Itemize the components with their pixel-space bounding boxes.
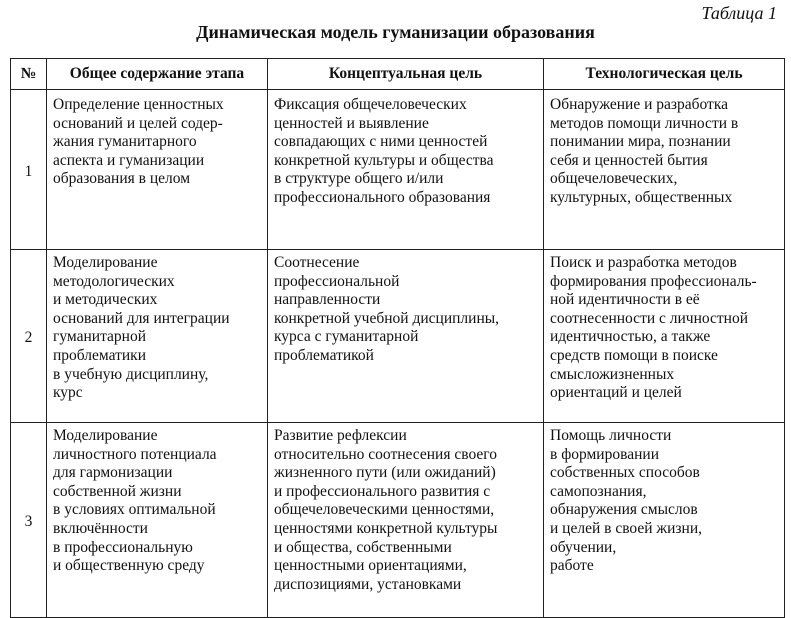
header-number: № (11, 59, 47, 90)
header-stage-content: Общее содержание этапа (47, 59, 268, 90)
table-row (11, 90, 785, 250)
conceptual-goal-cell: Фиксация общечеловеческих ценностей и выявление совпадающих с ними ценностей конкретной культуры и общества в структуре общего и/или профессионального образования (268, 90, 544, 250)
table-row (11, 423, 785, 618)
document-title: Динамическая модель гуманизации образования (196, 22, 595, 42)
technological-goal-cell: Поиск и разработка методов формирования профессиональ- ной идентичности в её соотнесенности с личностной идентичностью, а также средств помощи в поиске смысложизненных ориентаций и целей (544, 250, 785, 423)
stage-content-cell: Определение ценностных оснований и целей содер- жания гуманитарного аспекта и гуманизации образования в целом (47, 90, 268, 250)
stage-content-cell: Моделирование методологических и методических оснований для интеграции гуманитарной проблематики в учебную дисциплину, курс (47, 250, 268, 423)
technological-goal-cell: Обнаружение и разработка методов помощи личности в понимании мира, познании себя и ценностей бытия общечеловеческих, культурных, общественных (544, 90, 785, 250)
humanization-model-table (10, 58, 785, 618)
row-number: 3 (11, 423, 47, 618)
row-number: 2 (11, 250, 47, 423)
table-header-row (11, 59, 785, 90)
row-number: 1 (11, 90, 47, 250)
table-row (11, 250, 785, 423)
conceptual-goal-cell: Соотнесение профессиональной направленности конкретной учебной дисциплины, курса с гуманитарной проблематикой (268, 250, 544, 423)
stage-content-cell: Моделирование личностного потенциала для гармонизации собственной жизни в условиях оптимальной включённости в профессиональную и общественную среду (47, 423, 268, 618)
technological-goal-cell: Помощь личности в формировании собственных способов самопознания, обнаружения смыслов и целей в своей жизни, обучении, работе (544, 423, 785, 618)
table-label: Таблица 1 (701, 3, 777, 23)
header-technological-goal: Технологическая цель (544, 59, 785, 90)
conceptual-goal-cell: Развитие рефлексии относительно соотнесения своего жизненного пути (или ожиданий) и профессионального развития с общечеловеческими ценностями, ценностями конкретной культуры и общества, собственными ценностными ориентациями, диспозициями, установками (268, 423, 544, 618)
header-conceptual-goal: Концептуальная цель (268, 59, 544, 90)
